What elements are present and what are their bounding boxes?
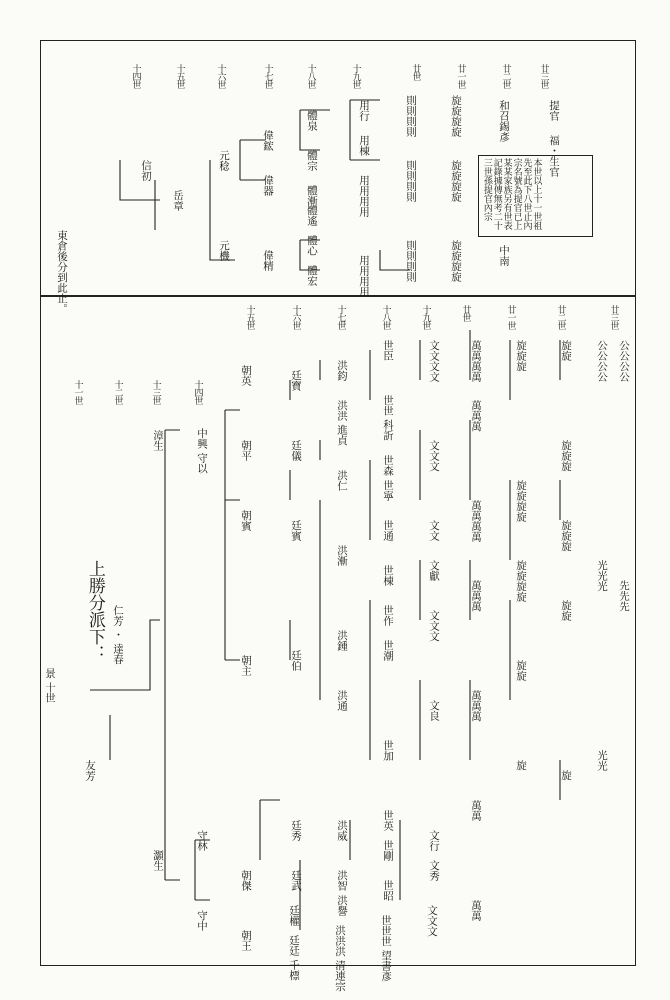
ancestor-name: 用用用用 bbox=[358, 175, 371, 217]
ancestor-name: 公公公公 bbox=[618, 340, 631, 382]
ancestor-name: 守中 bbox=[196, 910, 209, 931]
ancestor-name: 文文文 bbox=[428, 440, 441, 472]
ancestor-name: 體宏 bbox=[306, 265, 319, 286]
ancestor-name: 則則則則 bbox=[405, 240, 418, 282]
ancestor-name: 世英 bbox=[382, 810, 395, 831]
ancestor-name: 則則則則 bbox=[405, 95, 418, 137]
ancestor-name: 旋旋旋旋 bbox=[450, 240, 463, 282]
ancestor-name: 用行 bbox=[358, 100, 371, 121]
ancestor-name: 世作 bbox=[382, 605, 395, 626]
ancestor-name: 廷廷 千標 bbox=[288, 935, 301, 981]
ancestor-name: 文文文文 bbox=[428, 340, 441, 382]
ancestor-name: 廷伯 bbox=[290, 650, 303, 671]
ancestor-name: 旋旋 bbox=[560, 340, 573, 361]
generation-label: 十八世 bbox=[380, 305, 391, 329]
ancestor-name: 世世世 望書彥 bbox=[380, 915, 393, 982]
ancestor-name: 廷儀 bbox=[290, 440, 303, 461]
generation-label: 十五世 bbox=[174, 64, 185, 88]
ancestor-name: 偉精 bbox=[262, 250, 275, 271]
ancestor-name: 和召錫彥 bbox=[498, 100, 511, 142]
generation-label: 廿世 bbox=[460, 305, 471, 321]
ancestor-name: 洪鈞 bbox=[336, 360, 349, 381]
ancestor-name: 則則則則 bbox=[405, 160, 418, 202]
ancestor-name: 洪洪 進貞 bbox=[336, 400, 349, 446]
ancestor-name: 守林 bbox=[196, 830, 209, 851]
ancestor-name: 旋旋旋 bbox=[515, 340, 528, 372]
ancestor-name: 公公公公 bbox=[596, 340, 609, 382]
ancestor-name: 萬萬萬 bbox=[470, 400, 483, 432]
ancestor-name: 仁芳 ・ 達春 bbox=[112, 605, 125, 665]
generation-label: 十四世 bbox=[192, 380, 203, 404]
ancestor-name: 文良 bbox=[428, 700, 441, 721]
ancestor-name: 世加 bbox=[382, 740, 395, 761]
ancestor-name: 世棟 bbox=[382, 565, 395, 586]
ancestor-name: 文行 bbox=[428, 830, 441, 851]
ancestor-name: 朝主 bbox=[240, 655, 253, 676]
generation-label: 廿一世 bbox=[505, 305, 516, 329]
generation-label: 十七世 bbox=[262, 64, 273, 88]
generation-label: 廿一世 bbox=[455, 64, 466, 88]
ancestor-name: 旋 bbox=[515, 760, 528, 771]
ancestor-name: 漳生 bbox=[152, 430, 165, 451]
generation-label: 廿三世 bbox=[538, 64, 549, 88]
ancestor-name: 岳章 bbox=[172, 190, 185, 211]
ancestor-name: 福・生官 bbox=[548, 135, 561, 177]
ancestor-name: 光光光 bbox=[596, 560, 609, 592]
ancestor-name: 洪漸 bbox=[336, 545, 349, 566]
ancestor-name: 洪威 bbox=[336, 820, 349, 841]
ancestor-name: 旋 bbox=[560, 770, 573, 781]
ancestor-name: 元稔 bbox=[218, 150, 231, 171]
ancestor-name: 朝平 bbox=[240, 440, 253, 461]
ancestor-name: 文獻 bbox=[428, 560, 441, 581]
ancestor-name: 友芳 bbox=[84, 760, 97, 781]
ancestor-name: 文文文 bbox=[426, 905, 439, 937]
ancestor-name: 萬萬萬萬 bbox=[470, 500, 483, 542]
ancestor-name: 旋旋旋 bbox=[560, 440, 573, 472]
generation-label: 十六世 bbox=[215, 64, 226, 88]
generation-label: 廿二世 bbox=[555, 305, 566, 329]
ancestor-name: 萬萬萬 bbox=[470, 580, 483, 612]
ancestor-name: 偉鋐 bbox=[262, 130, 275, 151]
ancestor-name: 洪洪洪 清連宗 bbox=[334, 925, 347, 992]
generation-label: 十七世 bbox=[335, 305, 346, 329]
ancestor-name: 旋旋旋 bbox=[560, 520, 573, 552]
ancestor-name: 廷賓 bbox=[290, 520, 303, 541]
generation-label: 十三世 bbox=[150, 380, 161, 404]
ancestor-name: 洪通 bbox=[336, 690, 349, 711]
annotation-text: 本世以上十一世祖先至此下八世止內宗名號為提官已上某某家族另有世表記錄據傳無考二十三世孫提官內宗 bbox=[481, 158, 542, 230]
ancestor-name: 信初 bbox=[140, 160, 153, 181]
ancestor-name: 世寧 bbox=[382, 480, 395, 501]
ancestor-name: 文文文 bbox=[428, 610, 441, 642]
ancestor-name: 世森 bbox=[382, 455, 395, 476]
ancestor-name: 先先先 bbox=[618, 580, 631, 612]
page-title: 上勝分派下： bbox=[84, 560, 105, 662]
generation-label: 廿二世 bbox=[500, 64, 511, 88]
ancestor-name: 旋旋 bbox=[560, 600, 573, 621]
ancestor-name: 世臣 bbox=[382, 340, 395, 361]
ancestor-name: 文文 bbox=[428, 520, 441, 541]
ancestor-name: 提官 bbox=[548, 100, 561, 121]
ancestor-name: 中興 守以 bbox=[196, 428, 209, 474]
ancestor-name: 旋旋 bbox=[515, 660, 528, 681]
generation-label: 十八世 bbox=[305, 64, 316, 88]
generation-label: 廿世 bbox=[410, 64, 421, 80]
ancestor-name: 廷寶 bbox=[290, 370, 303, 391]
generation-label: 十九世 bbox=[350, 64, 361, 88]
ancestor-name: 洪智 bbox=[336, 870, 349, 891]
ancestor-name: 廷武 bbox=[290, 870, 303, 891]
generation-label: 廿三世 bbox=[608, 305, 619, 329]
ancestor-name: 朝王 bbox=[240, 930, 253, 951]
ancestor-name: 萬萬萬萬 bbox=[470, 340, 483, 382]
ancestor-name: 洪仁 bbox=[336, 470, 349, 491]
ancestor-name: 萬萬 bbox=[470, 800, 483, 821]
annotation-box bbox=[478, 155, 593, 237]
ancestor-name: 朝賓 bbox=[240, 510, 253, 531]
ancestor-name: 萬萬 bbox=[470, 900, 483, 921]
ancestor-name: 旋旋旋旋 bbox=[515, 480, 528, 522]
ancestor-name: 光光 bbox=[596, 750, 609, 771]
ancestor-name: 洪鍾 bbox=[336, 630, 349, 651]
ancestor-name: 元機 bbox=[218, 240, 231, 261]
ancestor-name: 世昭 bbox=[382, 880, 395, 901]
ancestor-name: 旋旋旋旋 bbox=[450, 95, 463, 137]
ancestor-name: 偉器 bbox=[262, 175, 275, 196]
ancestor-name: 朝英 bbox=[240, 365, 253, 386]
ancestor-name: 旋旋旋旋 bbox=[515, 560, 528, 602]
ancestor-name: 體宗 bbox=[306, 150, 319, 171]
ancestor-name: 萬萬萬 bbox=[470, 690, 483, 722]
generation-label: 十二世 bbox=[112, 380, 123, 404]
ancestor-name: 洪譽 bbox=[336, 895, 349, 916]
generation-label: 十五世 bbox=[244, 305, 255, 329]
ancestor-name: 用用用用 bbox=[358, 255, 371, 297]
ancestor-name: 文秀 bbox=[428, 860, 441, 881]
ancestor-name: 景 十世 bbox=[44, 668, 57, 703]
ancestor-name: 體心 bbox=[306, 235, 319, 256]
generation-label: 十四世 bbox=[130, 64, 141, 88]
ancestor-name: 體泉 bbox=[306, 110, 319, 131]
ancestor-name: 廷秀 bbox=[290, 820, 303, 841]
ancestor-name: 世潮 bbox=[382, 640, 395, 661]
ancestor-name: 體漸 bbox=[306, 185, 319, 206]
ancestor-name: 世世 科訢 bbox=[382, 395, 395, 441]
generation-label: 十一世 bbox=[72, 380, 83, 404]
ancestor-name: 用棟 bbox=[358, 135, 371, 156]
ancestor-name: 中南 bbox=[498, 245, 511, 266]
ancestor-name: 旋旋旋旋 bbox=[450, 160, 463, 202]
branch-ends-note: 東倉後分到此止。 bbox=[56, 230, 69, 314]
ancestor-name: 灝生 bbox=[152, 850, 165, 871]
ancestor-name: 世剛 bbox=[382, 840, 395, 861]
generation-label: 十六世 bbox=[290, 305, 301, 329]
ancestor-name: 體遙 bbox=[306, 205, 319, 226]
ancestor-name: 世通 bbox=[382, 520, 395, 541]
ancestor-name: 朝傑 bbox=[240, 870, 253, 891]
generation-label: 十九世 bbox=[420, 305, 431, 329]
ancestor-name: 廷權 bbox=[288, 905, 301, 926]
